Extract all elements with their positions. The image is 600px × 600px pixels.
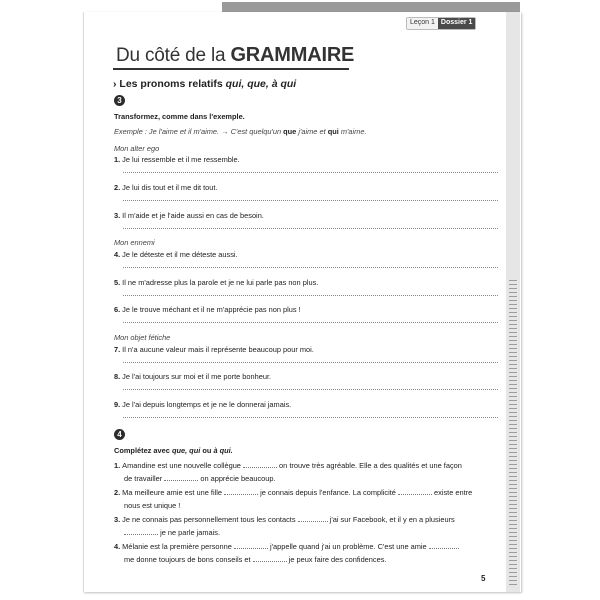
exercise-4-instruction: Complétez avec que, qui ou à qui. xyxy=(114,446,233,455)
answer-line[interactable] xyxy=(123,227,498,229)
group-label-ennemi: Mon ennemi xyxy=(114,238,155,247)
blank-field[interactable] xyxy=(164,474,198,481)
answer-line[interactable] xyxy=(123,321,498,323)
blank-field[interactable] xyxy=(234,542,268,549)
answer-line[interactable] xyxy=(123,361,498,363)
blank-field[interactable] xyxy=(398,488,432,495)
exercise-4-badge: 4 xyxy=(114,429,125,440)
blank-field[interactable] xyxy=(253,555,287,562)
answer-line[interactable] xyxy=(123,171,498,173)
list-item: 4. Je le déteste et il me déteste aussi. xyxy=(114,250,238,259)
lesson-label: Leçon 1 xyxy=(407,18,438,29)
page-number: 5 xyxy=(481,574,486,583)
list-item: 4. Mélanie est la première personne j'appelle quand j'ai un problème. C'est une amie xyxy=(114,542,459,551)
list-item: 8. Je l'ai toujours sur moi et il me porte bonheur. xyxy=(114,372,272,381)
list-item: 1. Amandine est une nouvelle collègue on trouve très agréable. Elle a des qualités et une façon xyxy=(114,461,462,470)
page-title xyxy=(116,44,354,67)
title-main: GRAMMAIRE xyxy=(230,44,355,66)
list-item-continuation: de travailler on apprécie beaucoup. xyxy=(124,474,276,483)
spiral-binding xyxy=(509,280,517,588)
lesson-tab xyxy=(406,17,476,30)
list-item: 7. Il n'a aucune valeur mais il représente beaucoup pour moi. xyxy=(114,345,314,354)
list-item: 6. Je le trouve méchant et il ne m'apprécie pas non plus ! xyxy=(114,305,301,314)
list-item: 2. Ma meilleure amie est une fille je connais depuis l'enfance. La complicité existe entre xyxy=(114,488,473,497)
blank-field[interactable] xyxy=(124,528,158,535)
blank-field[interactable] xyxy=(298,515,328,522)
blank-field[interactable] xyxy=(429,542,459,549)
group-label-objet-fetiche: Mon objet fétiche xyxy=(114,333,171,342)
answer-line[interactable] xyxy=(123,294,498,296)
answer-line[interactable] xyxy=(123,416,498,418)
dossier-label: Dossier 1 xyxy=(438,18,476,29)
section-heading-text: Les pronoms relatifs xyxy=(119,78,223,90)
list-item: 5. Il ne m'adresse plus la parole et je ne lui parle pas non plus. xyxy=(114,278,319,287)
section-heading xyxy=(113,78,296,90)
list-item: 1. Je lui ressemble et il me ressemble. xyxy=(114,155,240,164)
section-heading-italic: qui, que, à qui xyxy=(225,78,297,90)
answer-line[interactable] xyxy=(123,266,498,268)
chevron-right-icon: › xyxy=(113,78,117,90)
blank-field[interactable] xyxy=(243,461,277,468)
list-item: 3. Il m'aide et je l'aide aussi en cas de besoin. xyxy=(114,211,264,220)
exercise-3-example: Exemple : Je l'aime et il m'aime. → C'est quelqu'un que j'aime et qui m'aime. xyxy=(114,127,367,136)
title-underline xyxy=(113,68,349,70)
title-prefix: Du côté de la xyxy=(116,45,226,66)
list-item-continuation: je ne parle jamais. xyxy=(124,528,220,537)
list-item-continuation: me donne toujours de bons conseils et je peux faire des confidences. xyxy=(124,555,387,564)
exercise-3-instruction: Transformez, comme dans l'exemple. xyxy=(114,112,245,121)
answer-line[interactable] xyxy=(123,388,498,390)
list-item: 9. Je l'ai depuis longtemps et je ne le donnerai jamais. xyxy=(114,400,292,409)
blank-field[interactable] xyxy=(224,488,258,495)
group-label-alter-ego: Mon alter ego xyxy=(114,144,160,153)
top-bar xyxy=(222,2,520,12)
exercise-3-badge: 3 xyxy=(114,95,125,106)
list-item: 2. Je lui dis tout et il me dit tout. xyxy=(114,183,218,192)
answer-line[interactable] xyxy=(123,199,498,201)
list-item: 3. Je ne connais pas personnellement tous les contacts j'ai sur Facebook, et il y en a plusieurs xyxy=(114,515,455,524)
list-item-continuation: nous est unique ! xyxy=(124,501,181,510)
